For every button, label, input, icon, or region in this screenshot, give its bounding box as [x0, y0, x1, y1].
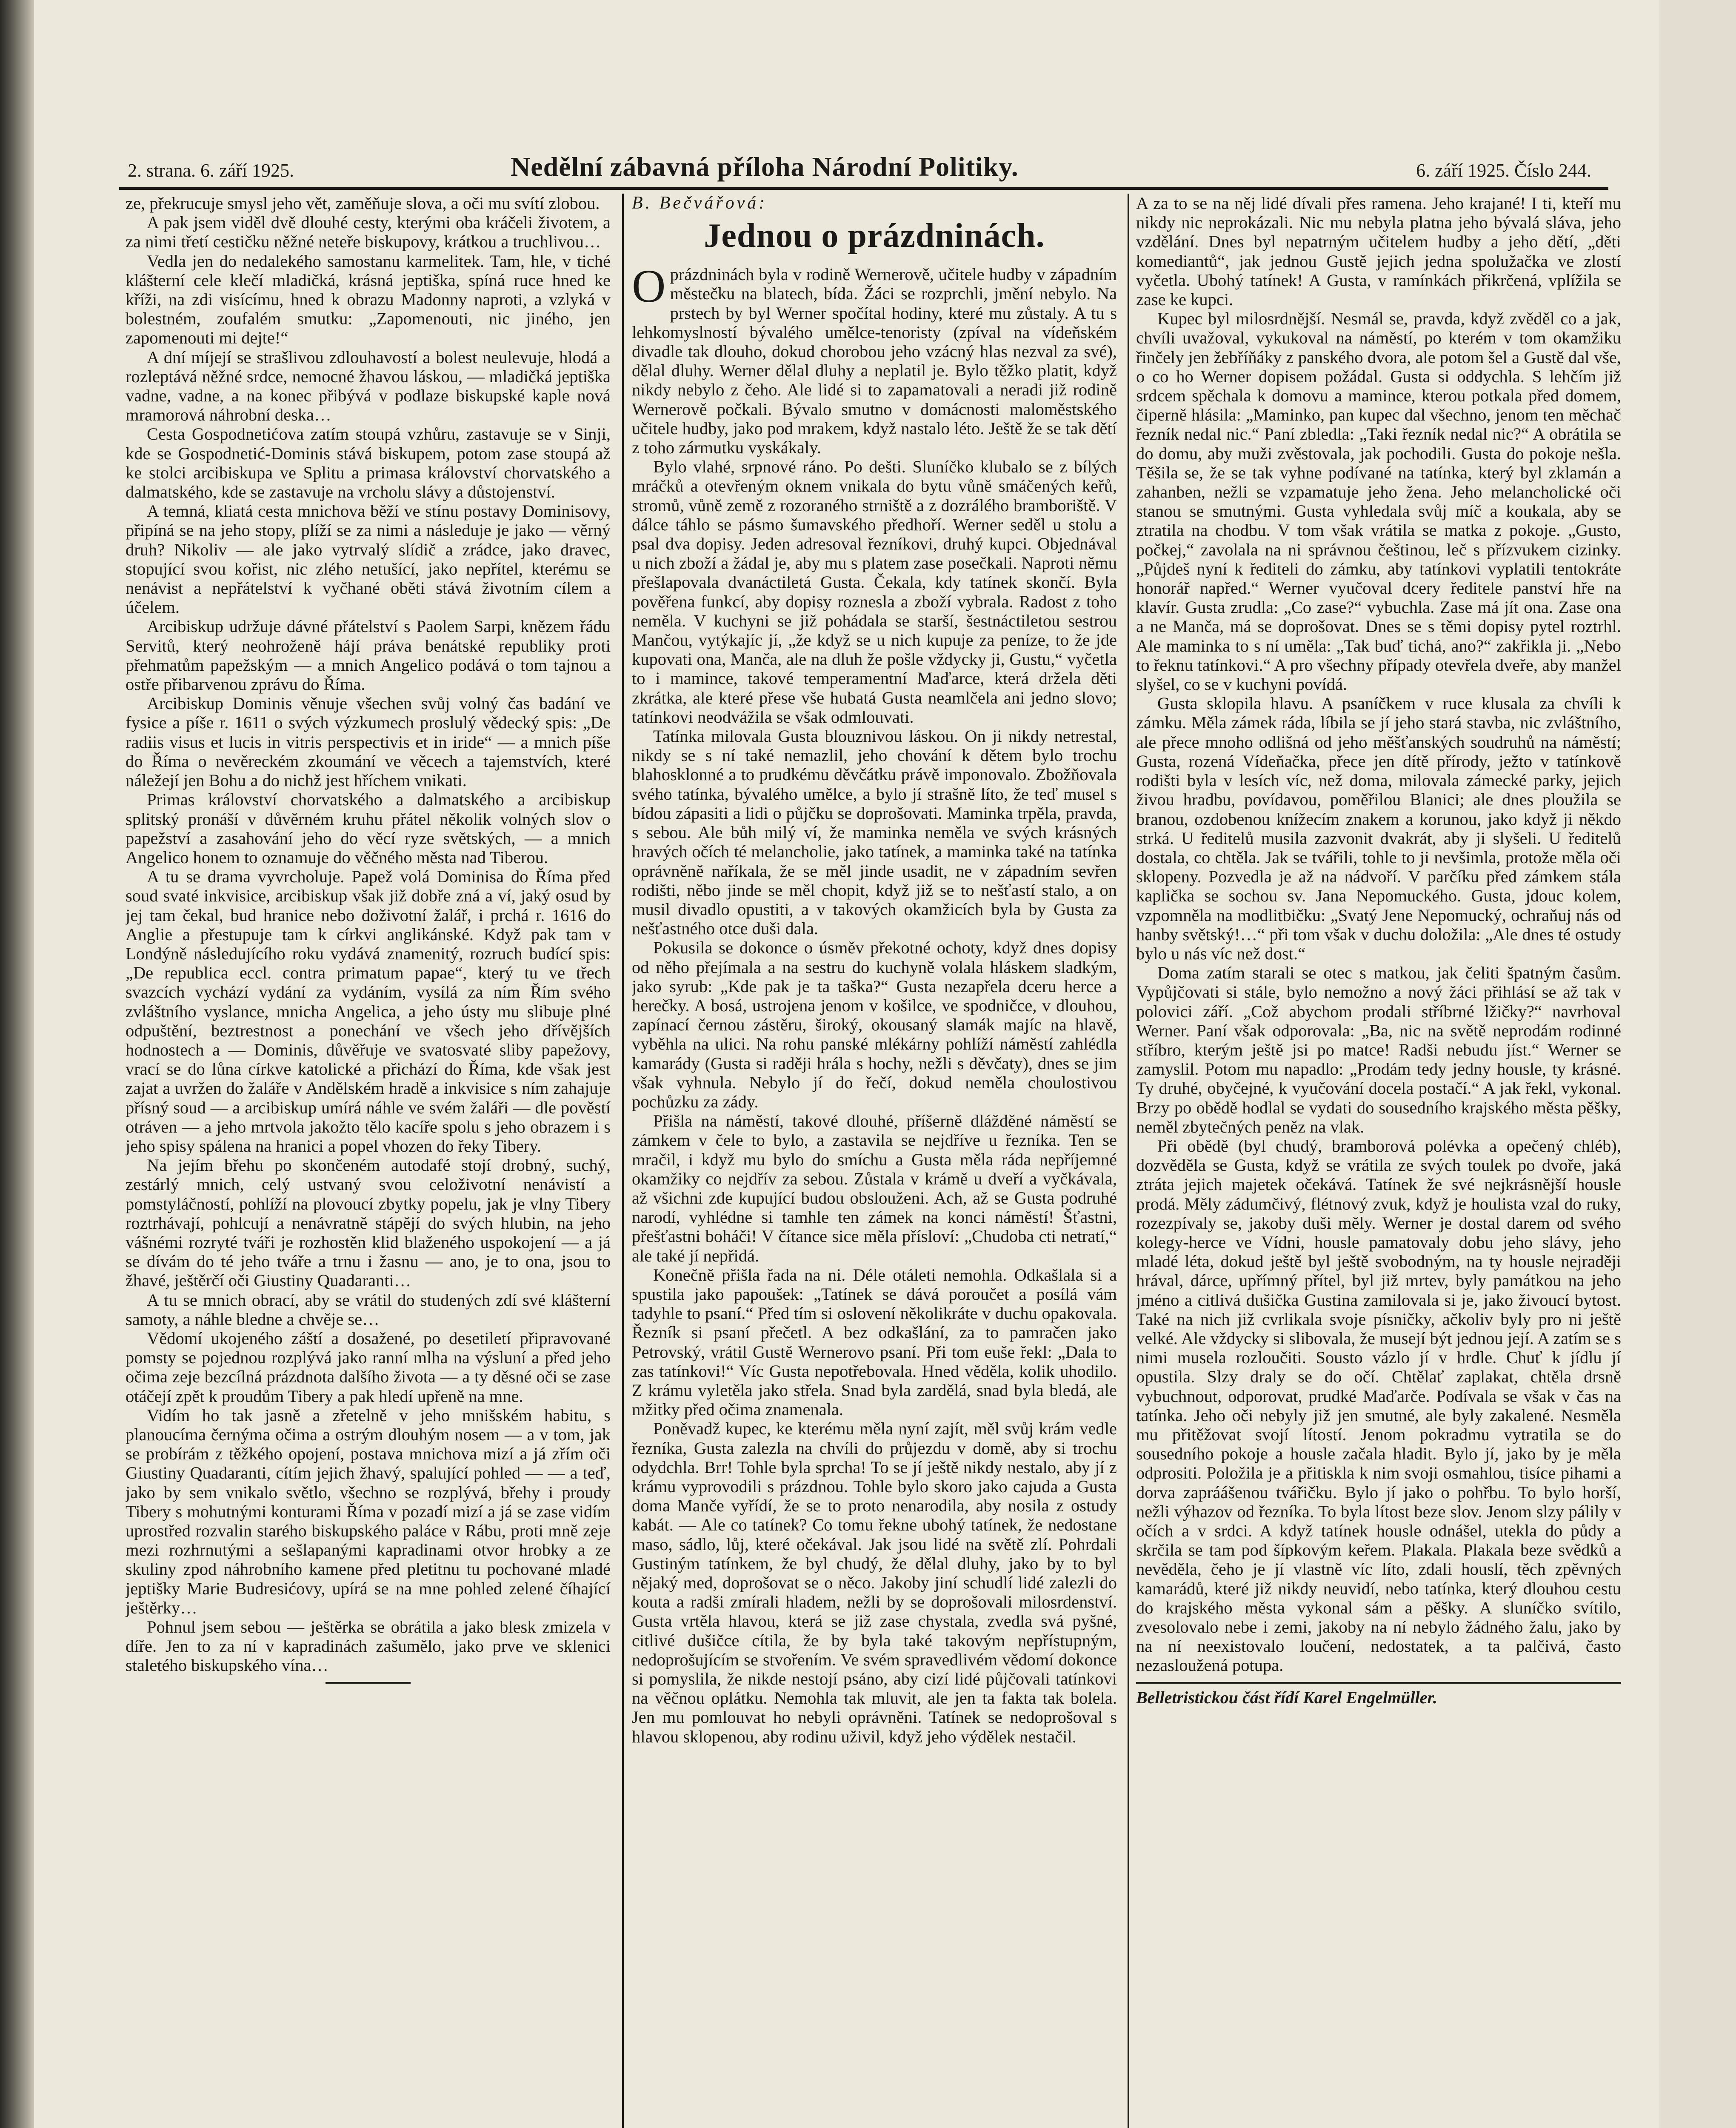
paragraph: Vedla jen do nedalekého samostanu karmelitek. Tam, hle, v tiché klášterní cele klečí mladičká, krásná jeptiška, spíná ruce hned ke kříži, na zdi visícímu, hned k obrazu Madonny naproti, a vzlyká v bolestném, zoufalém smutku: „Zapomenouti, nic jiného, jen zapomenouti mi dejte!“	[126, 251, 611, 348]
header-masthead: Nedělní zábavná příloha Národní Politiky.	[511, 152, 1019, 182]
paragraph: Vědomí ukojeného záští a dosažené, po desetiletí připravované pomsty se pojednou rozplývá jako ranní mlha na výsluní a před jeho očima zeje bezcílná prázdnota dalšího života — a ty děsné oči se zase otáčejí zpět k proudům Tibery a pak hledí upřeně na mne.	[126, 1328, 611, 1406]
paragraph: Primas království chorvatského a dalmatského a arcibiskup splitský pronáší v důvěrném kruhu přátel několik volných slov o papežství a zasahování jeho do věcí ryze světských, — a mnich Angelico honem to oznamuje do věčného města nad Tiberou.	[126, 790, 611, 867]
column-rule-1	[622, 194, 624, 2128]
paragraph: ze, překrucuje smysl jeho vět, zaměňuje slova, a oči mu svítí zlobou.	[126, 194, 600, 213]
paragraph-first	[632, 260, 1117, 458]
paragraph: Doma zatím starali se otec s matkou, jak čeliti špatným časům. Vypůjčovati si stále, bylo nemožno a nový žáci přihlásí se až tak v polovici září. „Což abychom prodali stříbrné lžičky?“ navrhoval Werner. Paní však odporovala: „Ba, nic na světě neprodám rodinné stříbro, kterým ještě jsi po matce! Radši nebudu jíst.“ Werner se zamyslil. Potom mu napadlo: „Prodám tedy jedny housle, ty krásné. Ty druhé, obyčejné, k vyučování docela postačí.“ A jak řekl, vykonal. Brzy po obědě hodlal se vydati do sousedního krajského města pěšky, neměl zbytečných peněz na vlak.	[1136, 963, 1621, 1136]
header-rule	[119, 187, 1608, 190]
paragraph: Arcibiskup udržuje dávné přátelství s Paolem Sarpi, knězem řádu Servitů, který neohroženě hájí práva benátské republiky proti přehmatům papežským — a mnich Angelico podává o tom tajnou a ostře přibarvenou zprávu do Říma.	[126, 617, 611, 694]
article-end-rule	[326, 1682, 411, 1684]
column-3	[1136, 194, 1621, 2128]
paragraph: A tu se mnich obrací, aby se vrátil do studených zdí své klášterní samoty, a náhle bledne a chvěje se…	[126, 1290, 611, 1329]
paragraph: Pohnul jsem sebou — ještěrka se obrátila a jako blesk zmizela v díře. Jen to za ní v kapradinách zašumělo, jako prve ve sklenici staletého biskupského vína…	[126, 1617, 611, 1675]
paragraph: Kupec byl milosrdnější. Nesmál se, pravda, když zvěděl co a jak, chvíli uvažoval, vykukoval na náměstí, po kterém v tom okamžiku řinčely jen žebříňáky z panského dvora, ale potom šel a Gustě dal vše, o co ho Werner dopisem požádal. Gusta si oddychla. S lehčím již srdcem spěchala k domovu a mamince, kterou potkala před domem, čiperně hlásila: „Maminko, pan kupec dal všechno, jenom ten měchač řezník nedal nic.“ Paní zbledla: „Taki řezník nedal nic?“ A obrátila se do domu, aby muži zvěstovala, jak pochodili. Gusta do pokoje nešla. Těšila se, že se tak vyhne podívané na tatínka, který byl zklamán a zahanben, nežli se vzpamatuje jeho žena. Jeho melancholické oči stanou se smutnými. Gusta vyhledala svůj míč a koukala, aby se ztratila na chodbu. V tom však vrátila se matka z pokoje. „Gusto, počkej,“ zavolala na ni správnou češtinou, leč s přízvukem cizinky. „Půjdeš nyní k řediteli do zámku, aby tatínkovi vyplatili tentokráte honorář napřed.“ Werner vyučoval dcery ředitele panství hře na klavír. Gusta zrudla: „Co zase?“ vybuchla. Zase má jít ona. Zase ona a ne Manča, má se doprošovat. Dnes se s těmi dopisy pytel roztrhl. Ale maminka to s ní uměla: „Tak buď tichá, ano?“ zakřikla ji. „Nebo to řeknu tatínkovi.“ A pro všechny případy otevřela dveře, aby manžel slyšel, co se v kuchyni povídá.	[1136, 309, 1621, 694]
paragraph: Cesta Gospodnetićova zatím stoupá vzhůru, zastavuje se v Sinji, kde se Gospodnetić-Dominis stává biskupem, potom zase stoupá až ke stolci arcibiskupa ve Splitu a primasa království chorvatského a dalmatského, kde se zastavuje na vrcholu slávy a důstojenství.	[126, 424, 611, 502]
header-date-left: 2. strana. 6. září 1925.	[128, 160, 294, 181]
paragraph: Pokusila se dokonce o úsměv překotné ochoty, když dnes dopisy od něho přejímala a na sestru do kuchyně volala hláskem sladkým, jako syrub: „Kde pak je ta taška?“ Gusta nezapřela dceru herce a herečky. A bosá, ustrojena jenom v košilce, ve spodničce, v dlouhou, zapínací černou zástěru, široký, okousaný slamák majíc na hlavě, vyběhla na ulici. Na rohu panské mlékárny pohlíží náměstí zahlédla kamarády (Gusta si raději hrála s hochy, nežli s děvčaty), dnes se jim však vyhnula. Nebylo jí do řečí, dokud neměla choulostivou pochůzku za zády.	[632, 938, 1117, 1111]
editor-note: Belletristickou část řídí Karel Engelmüller.	[1136, 1688, 1437, 1707]
story-author: B. Bečvářová:	[632, 194, 768, 213]
column-rule-2	[1128, 194, 1129, 2128]
paragraph: Konečně přišla řada na ni. Déle otáleti nemohla. Odkašlala si a spustila jako papoušek: „Tatínek se dává poroučet a posílá vám tadyhle to psaní.“ Před tím si oslovení několikráte v duchu opakovala. Řezník si psaní přečetl. A bez odkašlání, za to pamračen jako Petrovský, vrátil Gustě Wernerovo psaní. Při tom euše řekl: „Dala to zas tatínkovi!“ Víc Gusta nepotřebovala. Hned věděla, kolik uhodilo. Z krámu vyletěla jako střela. Snad byla zardělá, snad byla bledá, ale mžitky před očima znamenala.	[632, 1265, 1117, 1419]
paragraph: Poněvadž kupec, ke kterému měla nyní zajít, měl svůj krám vedle řezníka, Gusta zalezla na chvíli do průjezdu v domě, aby si trochu odydchla. Brr! Tohle byla sprcha! To se jí ještě nikdy nestalo, aby jí z krámu vyprovodili s prázdnou. Tohle bylo skoro jako cajuda a Gusta doma Manče vyřídí, že se to proto nenarodila, aby nosila z ostudy kabát. — Ale co tatínek? Co tomu řekne ubohý tatínek, že nedostane maso, sádlo, lůj, které očekával. Jak jsou lidé na světě zlí. Pohrdali Gustiným tatínkem, že byl chudý, že dělal dluhy, jako by to byl nějaký med, doprošovat se o něco. Jakoby jiní schudlí lidé zalezli do kouta a radši zmírali hladem, nežli by se doprošovali milosrdenství. Gusta vrtěla hlavou, která se již zase chystala, zvedla svá pyšné, citlivé dušičce cítila, že by byla také takovým nepřístupným, nedoprošujícím se stvořením. Ve svém spravedlivém vědomí dokonce si pomyslila, že nikde nestojí psáno, aby cizí lidé půjčovali tatínkovi na věčnou oplátku. Nemohla tak mluvit, ale jen ta fakta tak bolela. Jen mu pomlouvat ho nebyli oprávněni. Tatínek se nedoprošoval s hlavou sklopenou, aby rodinu uživil, když jeho výdělek nestačil.	[632, 1419, 1117, 1746]
page-margin-shade	[1659, 0, 1736, 2128]
editor-rule	[1136, 1682, 1621, 1684]
paragraph: A dní míjejí se strašlivou zdlouhavostí a bolest neulevuje, hlodá a rozleptává něžné srdce, nemocné žhavou láskou, — mladičká jeptiška vadne, vadne, a na konec přibývá v podlaze biskupské kaple nová mramorová náhrobní deska…	[126, 347, 611, 425]
paragraph: Tatínka milovala Gusta blouznivou láskou. On ji nikdy netrestal, nikdy se s ní také nemazlil, jeho chování k dětem bylo trochu blahosklonné a to prudkému děvčátku právě imponovalo. Zbožňovala svého tatínka, bývalého umělce, a bylo jí strašně líto, že teď musel s bídou zápasiti a lidi o půjčku se doprošovati. Maminka trpěla, pravda, s sebou. Ale bůh milý ví, že maminka neměla ve svých krásných hravých očích té melancholie, jako tatínek, a maminka také na tatínka oprávněně naříkala, že se měl jinde usadit, ne v západním sevřen rodišti, něbo jinde se měl chopit, když již se to nešťastí stalo, a on musil divadlo opustiti, a v takových okamžicích byla by Gusta za nešťastného otce duši dala.	[632, 726, 1117, 938]
paragraph: A za to se na něj lidé dívali přes ramena. Jeho krajané! I ti, kteří mu nikdy nic neprokázali. Nic mu nebyla platna jeho bývalá sláva, jeho vzdělání. Dnes byl nepatrným učitelem hudby a jeho dětí, „děti komediantů“, jak jednou Gustě jejich jedna spolužačka ve zlostí vyčetla. Ubohý tatínek! A Gusta, v ramínkách přikrčená, vplížila se zase ke kupci.	[1136, 194, 1621, 309]
paragraph: Při obědě (byl chudý, bramborová polévka a opečený chléb), dozvěděla se Gusta, když se vrátila ze svých toulek po dvoře, jaká ztráta jejich majetek očekává. Tatínek že své nejkrásnější housle prodá. Měly zádumčivý, flétnový zvuk, když je houlista vzal do ruky, rozezpívaly se, jakoby duši měly. Werner je dostal darem od svého kolegy-herce ve Vídni, housle pamatovaly dobu jeho slávy, jeho mladé léta, dokud ještě byl ještě svobodným, na ty housle nejraději hrával, dárce, upřímný přítel, byl již mrtev, byly památkou na jeho jméno a citlivá dušička Gustina zamilovala si je, jako živoucí bytost. Také na nich již cvrlikala svoje písničky, ačkoliv byly pro ni ještě velké. Ale vždycky si slibovala, že musejí být jednou její. A zatím se s nimi musela rozloučiti. Sousto vázlo jí v hrdle. Chuť k jídlu jí opustila. Slzy draly se do očí. Chtělať zaplakat, chtěla drsně vybuchnout, odporovat, prudké Maďarče. Podívala se však v čas na tatínka. Jeho oči nebyly již jen smutné, ale byly zakalené. Nesměla mu přitěžovat svojí lítostí. Jenom pokradmu vytratila se do sousedního pokoje a housle začala hladit. Bylo jí, jako by je měla odprositi. Položila je a přitiskla k nim svoji osmahlou, tisíce pihami a dorva zapráášenou tvářičku. Bylo jí jako o pohřbu. To bylo horší, nežli výhazov od řezníka. To byla lítost beze slov. Jenom slzy pálily v očích a v srdci. A když tatínek housle odnášel, utekla do půdy a skrčila se tam pod šípkovým keřem. Plakala. Plakala beze svědků a nevěděla, čeho je jí vlastně víc líto, zdali houslí, těch zpěvných kamarádů, které již nikdy neuvidí, nebo tatínka, který dlouhou cestu do krajského města vykonal sám a pěšky. A sluníčko svítilo, zvesolovalo nebe i zemi, jakoby na ní nebylo žádného žalu, jako by na ní neexistovalo loučení, nedostatek, a ta palčivá, často nezasloužená potupa.	[1136, 1136, 1621, 1675]
drop-cap: O	[632, 260, 666, 312]
paragraph: A temná, kliatá cesta mnichova běží ve stínu postavy Dominisovy, připíná se na jeho stopy, plíží se za nimi a následuje je jako — věrný druh? Nikoliv — ale jako vytrvalý slídič a zrádce, jako dravec, stopující svou kořist, nic zlého netušící, jako nepřítel, kterému se nenávist a nepřátelství k vyčhané oběti stává životním cílem a účelem.	[126, 501, 611, 617]
paragraph: Vidím ho tak jasně a zřetelně v jeho mnišském habitu, s planoucíma černýma očima a ostrým dlouhým nosem — a v tom, jak se probírám z těžkého opojení, postava mnichova mizí a já zřím oči Giustiny Quadaranti, cítím jejich žhavý, spalující pohled — — a teď, jako by sem vnikalo světlo, všechno se rozplývá, břehy i proudy Tibery s mohutnými konturami Říma v pozadí mizí a já se zase vidím uprostřed rozvalin starého biskupského paláce v Rábu, proti mně zeje mezi rozhrnutými a sešlapanými kapradinami otvor hrobky a ze skuliny zpod náhrobního kamene před pletitnu tu pochované mladé jeptišky Marie Budresićovy, upírá se na mne pohled zelené číhající ještěrky…	[126, 1405, 611, 1617]
column-1	[126, 194, 611, 2128]
paragraph: A pak jsem viděl dvě dlouhé cesty, kterými oba kráčeli životem, a za nimi třetí cestičku něžné neteře biskupovy, krátkou a truchlivou…	[126, 213, 611, 252]
header-date-issue: 6. září 1925. Číslo 244.	[1416, 160, 1591, 181]
book-binding-edge	[0, 0, 34, 2128]
column-2	[632, 194, 1117, 2128]
story-title: Jednou o prázdninách.	[704, 217, 1045, 255]
page-header	[128, 151, 1591, 185]
paragraph: A tu se drama vyvrcholuje. Papež volá Dominisa do Říma před soud svaté inkvisice, arcibiskup však již dobře zná a ví, jaký osud by jej tam čekal, bud hranice nebo doživotní žalář, i prchá r. 1616 do Anglie a přestupuje tam k církvi anglikánské. Když pak tam v Londýně následujícího roku vydává znamenitý, rozruch budící spis: „De republica eccl. contra primatum papae“, který tu ve třech svazcích vychází vydání za vydáním, vysílá za ním Řím svého zvláštního vyslance, mnicha Angelica, a jeho ústy mu slibuje plné odpuštění, beztrestnost a ponechání ve všech jeho dřívějších hodnostech a — Dominis, důvěřuje ve svatosvaté sliby papežovy, vrací se do lůna církve katolické a přichází do Říma, kde však jest zajat a uvržen do žaláře v Andělském hradě a inkvisice s ním zahajuje přísný soud — a arcibiskup umírá náhle ve svém žaláři — dle pověstí otráven — a jeho mrtvola jakožto tělo kacíře spolu s jeho obrazem i s jeho spisy spálena na hranici a popel vhozen do řeky Tibery.	[126, 867, 611, 1156]
paragraph: Arcibiskup Dominis věnuje všechen svůj volný čas badání ve fysice a píše r. 1611 o svých výzkumech proslulý vědecký spis: „De radiis visus et lucis in vitris perspectivis et in iride“ — a mnich píše do Říma o nevěreckém zkoumání ve věcech a tajemstvích, které náležejí jen Bohu a do nichž jest hříchem vnikati.	[126, 694, 611, 790]
first-paragraph-text: prázdninách byla v rodině Wernerově, učitele hudby v západním městečku na blatech, bída. Žáci se rozprchli, jmění nebylo. Na prstech by byl Werner spočítal hodiny, které mu zůstaly. A tu s lehkomyslností bývalého umělce-tenoristy (zpíval na vídeňském divadle tak dlouho, dokud chorobou jeho vzácný hlas nezval za své), dělal dluhy. Werner dělal dluhy a neplatil je. Bylo těžko platit, když nikdy nebylo z čeho. Ale lidé si to zapamatovali a neradi již rodině Wernerově počkali. Bývalo smutno v domácnosti maloměstského učitele hudby, jako pod mrakem, když nastalo léto. Ještě že se tak dětí z toho zármutku vyskákaly.	[632, 265, 1117, 458]
paragraph: Přišla na náměstí, takové dlouhé, příšerně dlážděné náměstí se zámkem v čele to bylo, a zastavila se nejdříve u řezníka. Ten se mračil, i když mu bylo do smíchu a Gusta měla ráda nepříjemné okamžiky co nejdřív za sebou. Zůstala v krámě u dveří a vyčkávala, až všichni zde kupující budou obslouženi. Ach, až se Gusta podruhé narodí, vyhlédne si tamhle ten zámek na konci náměstí! Šťastni, přešťastni boháči! V čítance sice měla přísloví: „Chudoba cti netratí,“ ale také jí nepřidá.	[632, 1111, 1117, 1265]
paragraph: Na jejím břehu po skončeném autodafé stojí drobný, suchý, zestárlý mnich, celý ustvaný svou celoživotní nenávistí a pomstyláčností, pohlíží na plovoucí zbytky popelu, jak je vlny Tibery roztrhávají, pohlcují a nenávratně stápějí do svých hlubin, na jeho vášnémi rozryté tváři je rozhostěn klid blaženého uspokojení — a já se dívám do té jeho tváře a trnu i žasnu — ano, je to ona, jsou to žhavé, ještěrčí oči Giustiny Quadaranti…	[126, 1156, 611, 1290]
paragraph: Gusta sklopila hlavu. A psaníčkem v ruce klusala za chvíli k zámku. Měla zámek ráda, líbila se jí jeho stará stavba, nic zvláštního, ale přece mnoho odlišná od jeho měšťanských soudruhů na náměstí; Gusta, rozená Vídeňačka, přece jen dítě přírody, ježto v tatínkově rodišti byla v lesích víc, než doma, milovala zámecké parky, jejich živou hradbu, povídavou, poměřilou Blanici; ale dnes ploužila se branou, ozdobenou knížecím znakem a korunou, jako když ji někdo strká. U ředitelů musila zazvonit dvakrát, aby ji slyšeli. U ředitelů dostala, co chtěla. Jak se tvářili, tohle to ji nevšimla, protože měla oči sklopeny. Pozvedla je až na nádvoří. V parčíku před zámkem stála kaplička se sochou sv. Jana Nepomuckého. Gusta, jdouc kolem, vzpomněla na modlitbičku: „Svatý Jene Nepomucký, ochraňuj nás od hanby světský!…“ při tom však v duchu doložila: „Ale dnes té ostudy bylo u nás víc než dost.“	[1136, 694, 1621, 963]
paragraph: Bylo vlahé, srpnové ráno. Po dešti. Sluníčko klubalo se z bílých mráčků a otevřeným oknem vnikala do bytu vůně smáčených keřů, stromů, vůně země z rozoraného strniště a z dozrálého bramboriště. V dálce táhlo se pásmo šumavského předhoří. Werner seděl u stolu a psal dva dopisy. Jeden adresoval řezníkovi, druhý kupci. Objednával u nich zboží a žádal je, aby mu s platem zase posečkali. Naproti němu přešlapovala dvanáctiletá Gusta. Čekala, kdy tatínek skončí. Byla pověřena funkcí, aby dopisy roznesla a zboží vybrala. Radost z toho neměla. V kuchyni se již pohádala se starší, šestnáctiletou sestrou Mančou, vytýkajíc jí, „že když se u nich kupuje za peníze, to že jde kupovati ona, Manča, ale na dluh že pošle vždycky ji, Gustu,“ vyčetla to i mamince, takové temperamentní Maďarce, která držela děti zkrátka, ale které přese vše hubatá Gusta neamlčela ani jedno slovo; tatínkovi neodvážila se však odmlouvati.	[632, 457, 1117, 726]
